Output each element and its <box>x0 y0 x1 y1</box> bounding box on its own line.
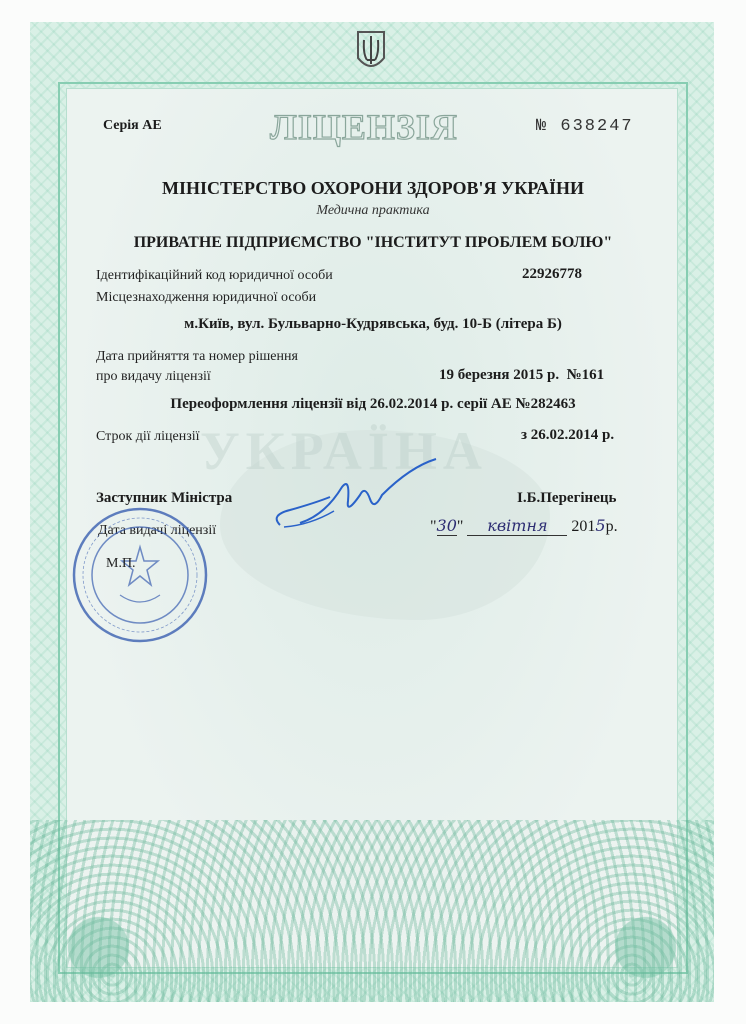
year-suffix: р. <box>605 518 618 535</box>
validity-label: Строк дії ліцензії <box>96 429 200 444</box>
year-digit: 5 <box>595 516 606 535</box>
watermark-text: УКРАЇНА <box>200 421 488 481</box>
validity-value: з 26.02.2014 р. <box>521 427 615 443</box>
quote-open: " <box>430 518 437 535</box>
address-label: Місцезнаходження юридичної особи <box>96 290 317 305</box>
trident-emblem-icon <box>354 28 388 76</box>
document-title: ЛІЦЕНЗІЯ <box>270 107 458 147</box>
signatory-name: І.Б.Перегінець <box>517 490 617 506</box>
decision-label-line1: Дата прийняття та номер рішення <box>96 349 298 364</box>
licensee-name: ПРИВАТНЕ ПІДПРИЄМСТВО "ІНСТИТУТ ПРОБЛЕМ БОЛЮ" <box>133 234 613 251</box>
issue-date-label: Дата видачі ліцензії <box>98 523 217 538</box>
issue-date <box>430 516 618 536</box>
address-value: м.Київ, вул. Бульварно-Кудрявська, буд. 10-Б (літера Б) <box>184 316 562 332</box>
decision-label-line2: про видачу ліцензії <box>96 369 211 384</box>
handwritten-signature <box>270 455 450 545</box>
year-prefix: 201 <box>571 518 596 535</box>
ministry-name: МІНІСТЕРСТВО ОХОРОНИ ЗДОРОВ'Я УКРАЇНИ <box>162 178 584 198</box>
license-number: № 638247 <box>536 117 634 136</box>
id-code-value: 22926778 <box>522 266 582 282</box>
id-code-label: Ідентифікаційний код юридичної особи <box>96 268 333 283</box>
issue-month: квітня <box>467 516 567 536</box>
license-series: Серія АЕ <box>103 118 162 133</box>
seal-label: М.П. <box>106 556 136 571</box>
reissue-note: Переоформлення ліцензії від 26.02.2014 р. серії АЕ №282463 <box>170 396 576 412</box>
quote-close: " <box>456 518 464 535</box>
official-seal-stamp <box>70 505 210 645</box>
decision-value: 19 березня 2015 р. №161 <box>439 367 605 383</box>
signatory-position: Заступник Міністра <box>96 490 233 506</box>
practice-type: Медична практика <box>316 203 430 218</box>
issue-day: 30 <box>436 516 457 535</box>
